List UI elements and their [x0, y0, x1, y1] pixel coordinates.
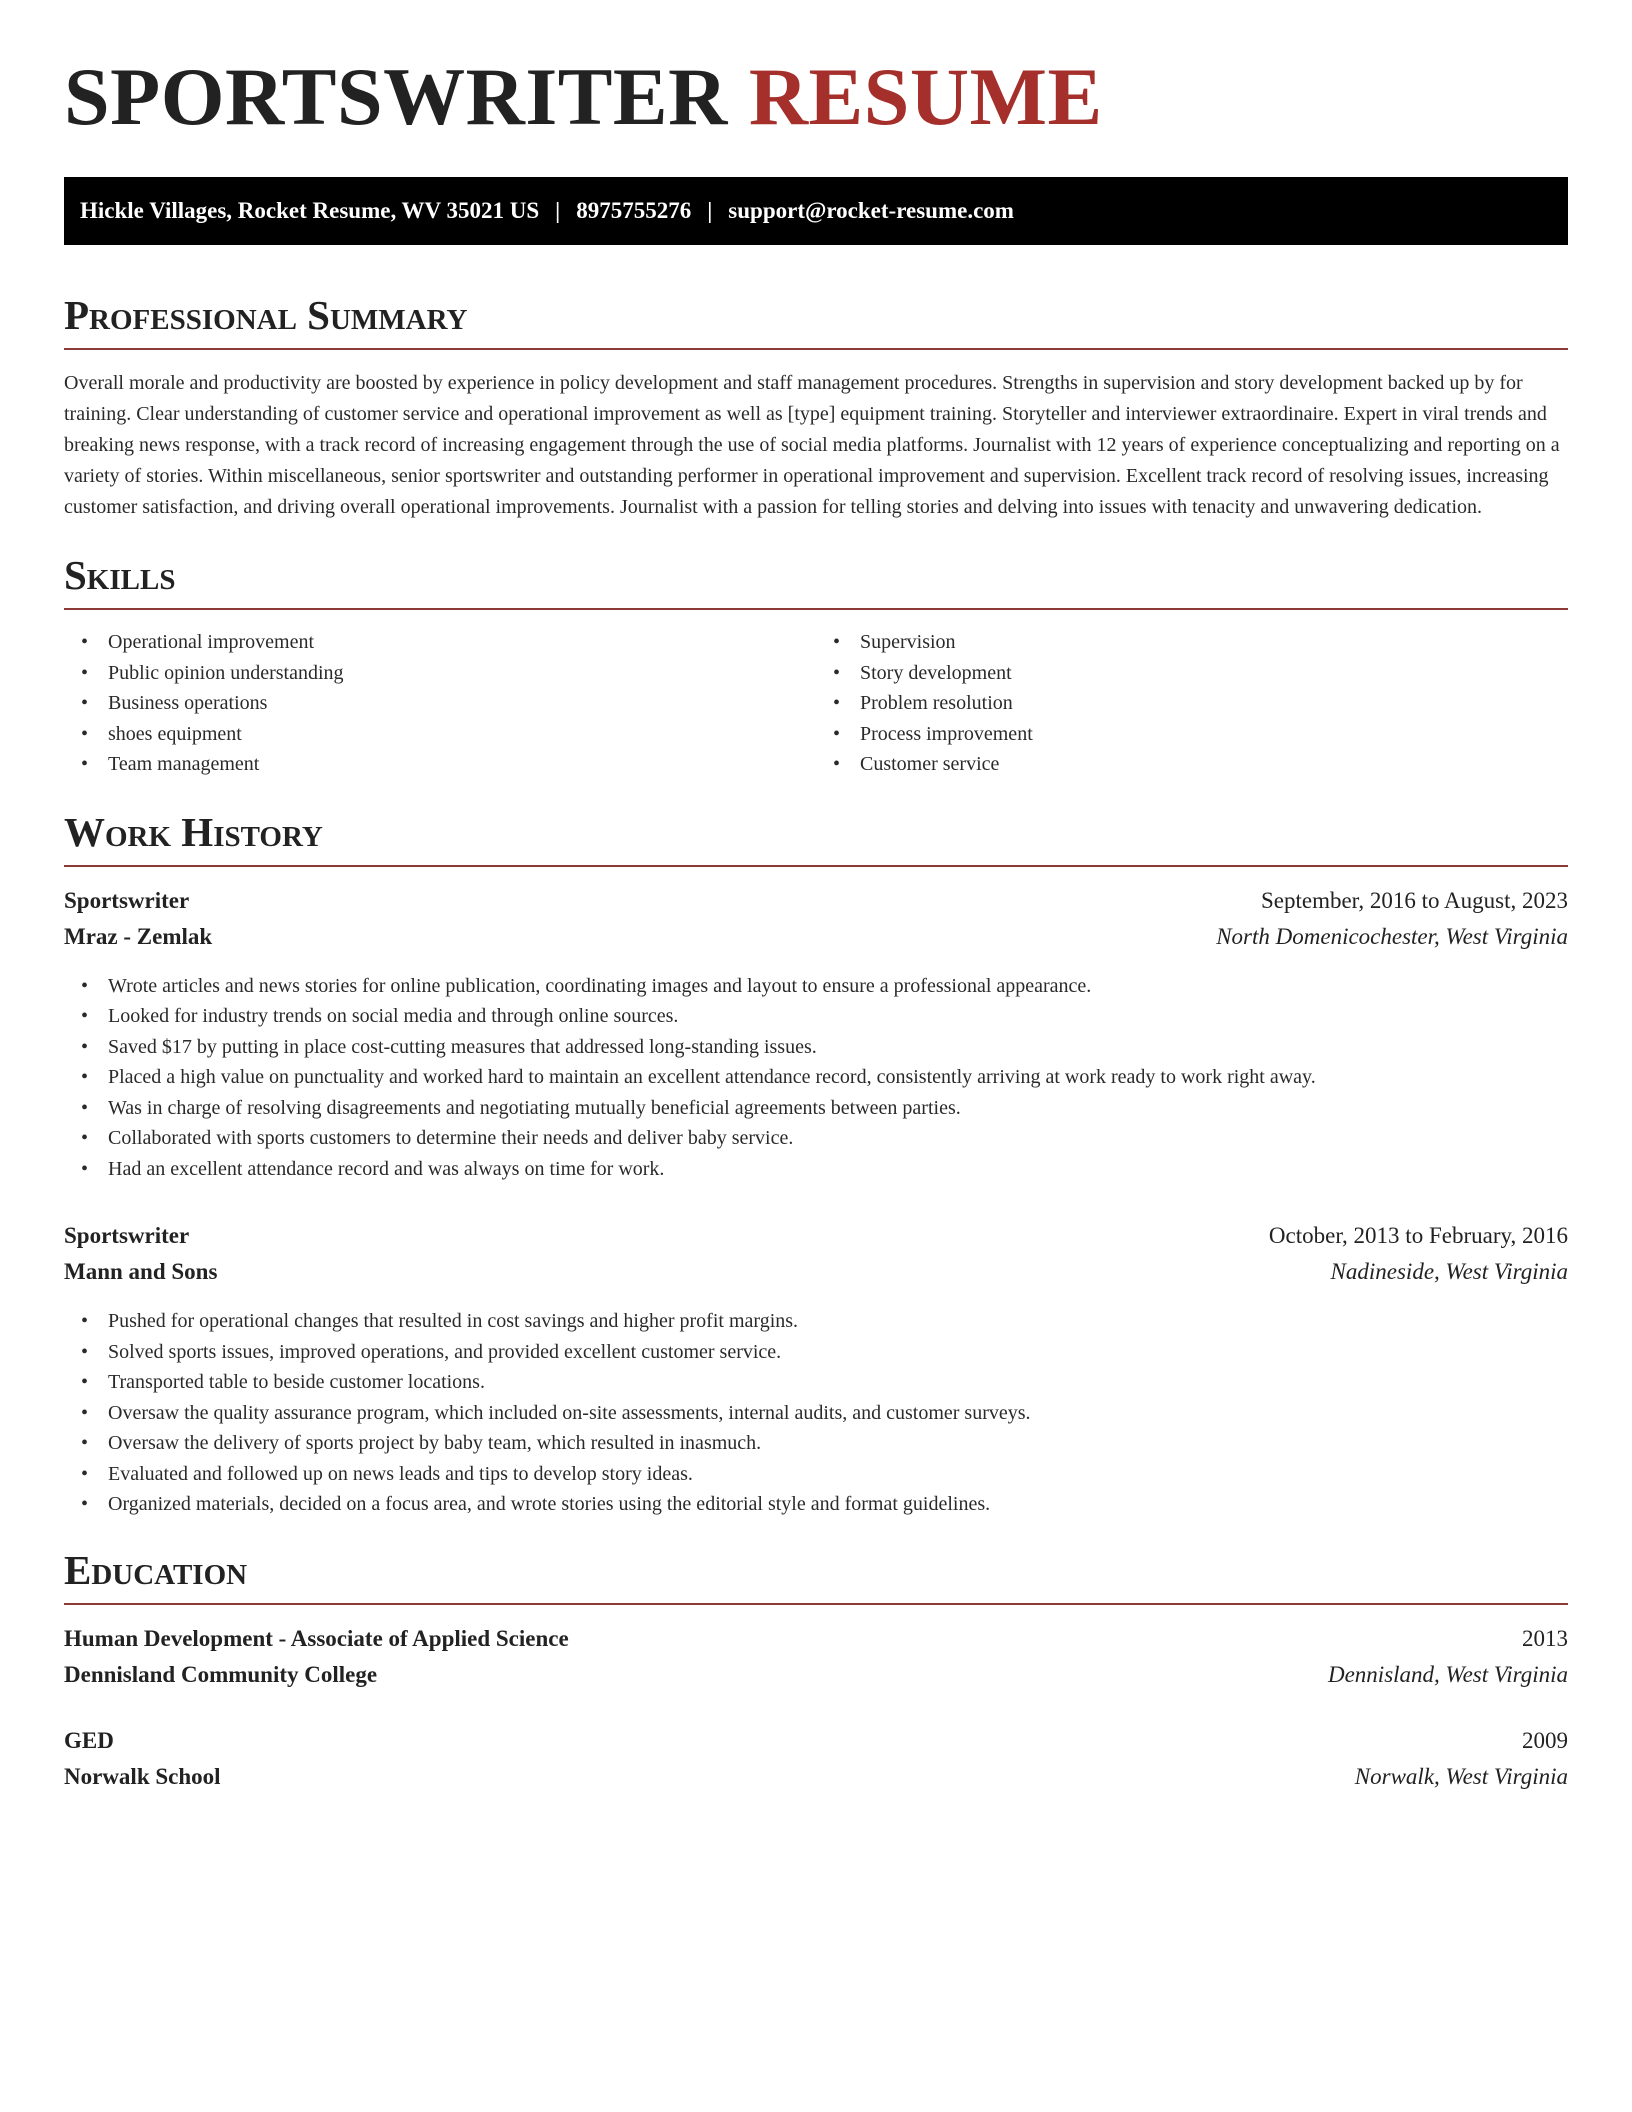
education-school: Norwalk School — [64, 1763, 221, 1789]
job-bullet: • Looked for industry trends on social media and through online sources. — [108, 1001, 1568, 1032]
job-bullet: • Placed a high value on punctuality and worked hard to maintain an excellent attendance record, consistently arriving at work ready to work right away. — [108, 1062, 1568, 1093]
skill-item: • Operational improvement — [108, 627, 816, 658]
job-bullet: • Pushed for operational changes that resulted in cost savings and higher profit margins. — [108, 1306, 1568, 1337]
education-year: 2009 — [1522, 1727, 1568, 1753]
skill-item: • Problem resolution — [860, 688, 1568, 719]
skill-item: • Customer service — [860, 749, 1568, 780]
job-bullet: • Organized materials, decided on a focus area, and wrote stories using the editorial style and format guidelines. — [108, 1489, 1568, 1520]
job-title: Sportswriter — [64, 1223, 190, 1249]
education-entry — [64, 1723, 1568, 1795]
job-bullets — [64, 971, 1568, 1185]
contact-email: support@rocket-resume.com — [728, 198, 1014, 223]
job-dates: October, 2013 to February, 2016 — [1268, 1223, 1568, 1249]
job-location: North Domenicochester, West Virginia — [1216, 923, 1568, 949]
skill-item: • Story development — [860, 658, 1568, 689]
education-location: Dennisland, West Virginia — [1327, 1661, 1568, 1687]
job-company: Mraz - Zemlak — [64, 923, 213, 949]
job-bullet: • Had an excellent attendance record and was always on time for work. — [108, 1154, 1568, 1185]
education-school-row — [64, 1759, 1568, 1795]
job-location: Nadineside, West Virginia — [1330, 1259, 1568, 1285]
skill-item: • shoes equipment — [108, 719, 816, 750]
skill-item: • Business operations — [108, 688, 816, 719]
skills-grid — [64, 627, 1568, 780]
education-year: 2013 — [1522, 1625, 1568, 1651]
job-bullets — [64, 1306, 1568, 1520]
skill-item: • Supervision — [860, 627, 1568, 658]
education-degree: Human Development - Associate of Applied Science — [64, 1625, 569, 1651]
education-school: Dennisland Community College — [64, 1661, 378, 1687]
job-company: Mann and Sons — [64, 1259, 218, 1285]
job-entry — [64, 1218, 1568, 1520]
resume-title — [64, 51, 1568, 142]
contact-bar — [64, 177, 1568, 245]
job-title: Sportswriter — [64, 887, 190, 913]
job-company-row — [64, 1254, 1568, 1290]
section-heading-work-history: Work History — [64, 810, 1568, 867]
skill-item: • Public opinion understanding — [108, 658, 816, 689]
contact-phone: 8975755276 — [576, 198, 692, 223]
summary-text: Overall morale and productivity are boosted by experience in policy development and staff management procedures. Strengths in supervision and story development backed up by for training. Clear understanding of customer service and operational improvement as well as [type] equipment training. Storyteller and interviewer extraordinaire. Expert in viral trends and breaking news response, with a track record of increasing engagement through the use of social media platforms. Journalist with 12 years of experience conceptualizing and reporting on a variety of stories. Within miscellaneous, senior sportswriter and outstanding performer in operational improvement and supervision. Excellent track record of resolving issues, increasing customer satisfaction, and driving overall operational improvements. Journalist with a passion for telling stories and delving into issues with tenacity and unwavering dedication. — [64, 372, 1560, 519]
job-bullet: • Oversaw the quality assurance program, which included on-site assessments, internal audits, and customer surveys. — [108, 1398, 1568, 1429]
job-bullet: • Transported table to beside customer locations. — [108, 1367, 1568, 1398]
education-location: Norwalk, West Virginia — [1354, 1763, 1568, 1789]
job-company-row — [64, 919, 1568, 955]
section-heading-skills: Skills — [64, 553, 1568, 610]
title-main: SPORTSWRITER — [64, 51, 728, 142]
education-degree: GED — [64, 1727, 114, 1753]
job-bullet: • Collaborated with sports customers to determine their needs and deliver baby service. — [108, 1123, 1568, 1154]
job-bullet: • Wrote articles and news stories for online publication, coordinating images and layout to ensure a professional appearance. — [108, 971, 1568, 1002]
education-school-row — [64, 1657, 1568, 1693]
skills-list-right — [816, 627, 1568, 780]
education-entry — [64, 1621, 1568, 1693]
job-entry — [64, 883, 1568, 1185]
education-degree-row — [64, 1621, 1568, 1657]
contact-separator: | — [555, 198, 561, 223]
title-accent: RESUME — [748, 51, 1103, 142]
section-heading-education: Education — [64, 1548, 1568, 1605]
job-bullet: • Saved $17 by putting in place cost-cutting measures that addressed long-standing issues. — [108, 1032, 1568, 1063]
contact-address: Hickle Villages, Rocket Resume, WV 35021 US — [80, 198, 540, 223]
job-bullet: • Evaluated and followed up on news leads and tips to develop story ideas. — [108, 1459, 1568, 1490]
skill-item: • Team management — [108, 749, 816, 780]
education-degree-row — [64, 1723, 1568, 1759]
job-bullet: • Was in charge of resolving disagreements and negotiating mutually beneficial agreements between parties. — [108, 1093, 1568, 1124]
job-bullet: • Solved sports issues, improved operations, and provided excellent customer service. — [108, 1337, 1568, 1368]
job-dates: September, 2016 to August, 2023 — [1260, 887, 1568, 913]
job-title-row — [64, 883, 1568, 919]
skill-item: • Process improvement — [860, 719, 1568, 750]
contact-separator: | — [707, 198, 713, 223]
job-bullet: • Oversaw the delivery of sports project by baby team, which resulted in inasmuch. — [108, 1428, 1568, 1459]
skills-list-left — [64, 627, 816, 780]
job-title-row — [64, 1218, 1568, 1254]
section-heading-summary: Professional Summary — [64, 293, 1568, 350]
